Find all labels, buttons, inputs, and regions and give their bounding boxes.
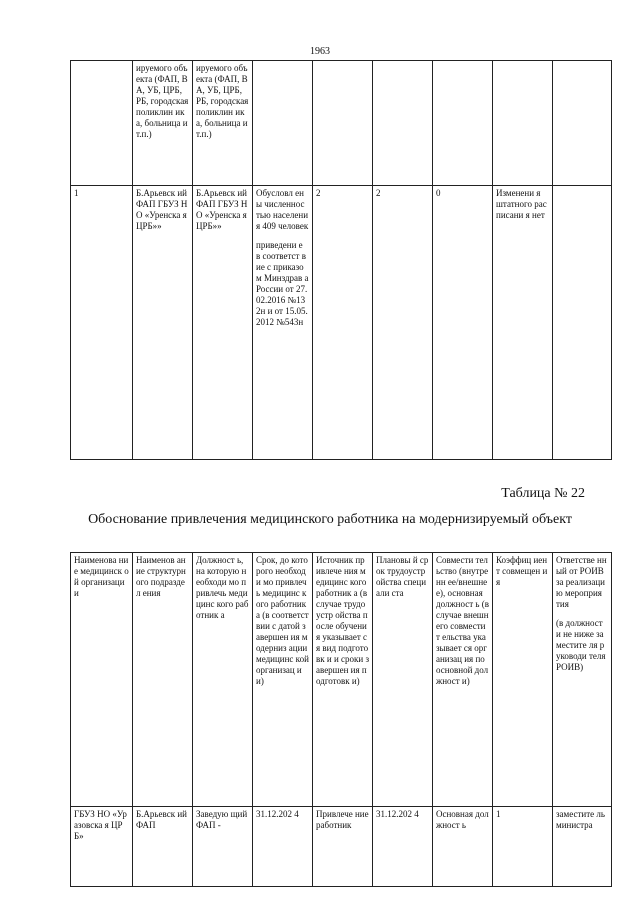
table-cell: ируемого объекта (ФАП, ВА, УБ, ЦРБ, РБ, городская поликлин ика, больница и т.п.) [193,61,253,186]
table-cell [493,61,553,186]
table-cell: 31.12.202 4 [373,807,433,887]
table-cell: ГБУЗ НО «Уразовска я ЦРБ» [71,807,133,887]
table-label: Таблица № 22 [501,486,585,501]
column-header: Наименов ание структурн ого подраздел ения [133,553,193,807]
cell-paragraph: приведени е в соответст вие с приказом Минздрав а России от 27.02.2016 №132н и от 15.05.2012 №543н [256,240,309,327]
column-header: Наименова ние медицинск ой организаци и [71,553,133,807]
table-cell [253,61,313,186]
cell-paragraph: Обусловл ены численнос тью населения 409 человек [256,188,309,231]
table-cell: Б.Арьевск ий ФАП ГБУЗ НО «Уренска я ЦРБ»» [133,186,193,460]
column-header: Источник привлече ния медицинс кого работник а (в случае трудоустр ойства после обучения указывает ся вид подготовк и и сроки завершен ия подготовк и) [313,553,373,807]
table-continued [70,60,612,460]
cell-paragraph: (в должност и не ниже заместите ля руководи теля РОИВ) [556,618,606,672]
table-row [71,61,612,186]
table-cell: заместите ль министра [553,807,612,887]
table-cell [373,61,433,186]
table-cell: Изменени я штатного расписани я нет [493,186,553,460]
table-22 [70,552,612,887]
table-cell: ируемого объекта (ФАП, ВА, УБ, ЦРБ, РБ, городская поликлин ика, больница и т.п.) [133,61,193,186]
table-title: Обоснование привлечения медицинского работника на модернизируемый объект [88,512,572,527]
table-row [71,807,612,887]
table-cell: 31.12.202 4 [253,807,313,887]
table-cell: 0 [433,186,493,460]
table-cell: 2 [373,186,433,460]
column-header [553,553,612,807]
table-cell: Основная должност ь [433,807,493,887]
table-cell: 1 [493,807,553,887]
page-number: 1963 [310,46,330,57]
table-cell [71,61,133,186]
column-header: Срок, до которого необходи мо привлечь медицинс кого работник а (в соответст вии с датой завершен ия модерниз ации медицинс кой организац ии) [253,553,313,807]
table-cell: 1 [71,186,133,460]
column-header: Коэффиц иент совмещен ия [493,553,553,807]
table-cell: 2 [313,186,373,460]
table-cell [553,186,612,460]
table-cell: Б.Арьевск ий ФАП [133,807,193,887]
table-cell: Привлече ние работник [313,807,373,887]
cell-paragraph: Ответстве нный от РОИВ за реализаци ю мероприя тия [556,555,607,609]
table-cell: Заведую щий ФАП - [193,807,253,887]
table-cell [253,186,313,460]
column-header: Должност ь, на которую необходи мо привлечь медицинс кого работник а [193,553,253,807]
table-cell [313,61,373,186]
table-cell [433,61,493,186]
table-cell: Б.Арьевск ий ФАП ГБУЗ НО «Уренска я ЦРБ»» [193,186,253,460]
column-header: Плановы й срок трудоустр ойства специали ста [373,553,433,807]
column-header: Совмести тельство (внутренн ее/внешне е), основная должност ь (в случае внешнего совместит ельства указывает ся организац ия по основной должност и) [433,553,493,807]
table-header-row [71,553,612,807]
table-row [71,186,612,460]
table-cell [553,61,612,186]
